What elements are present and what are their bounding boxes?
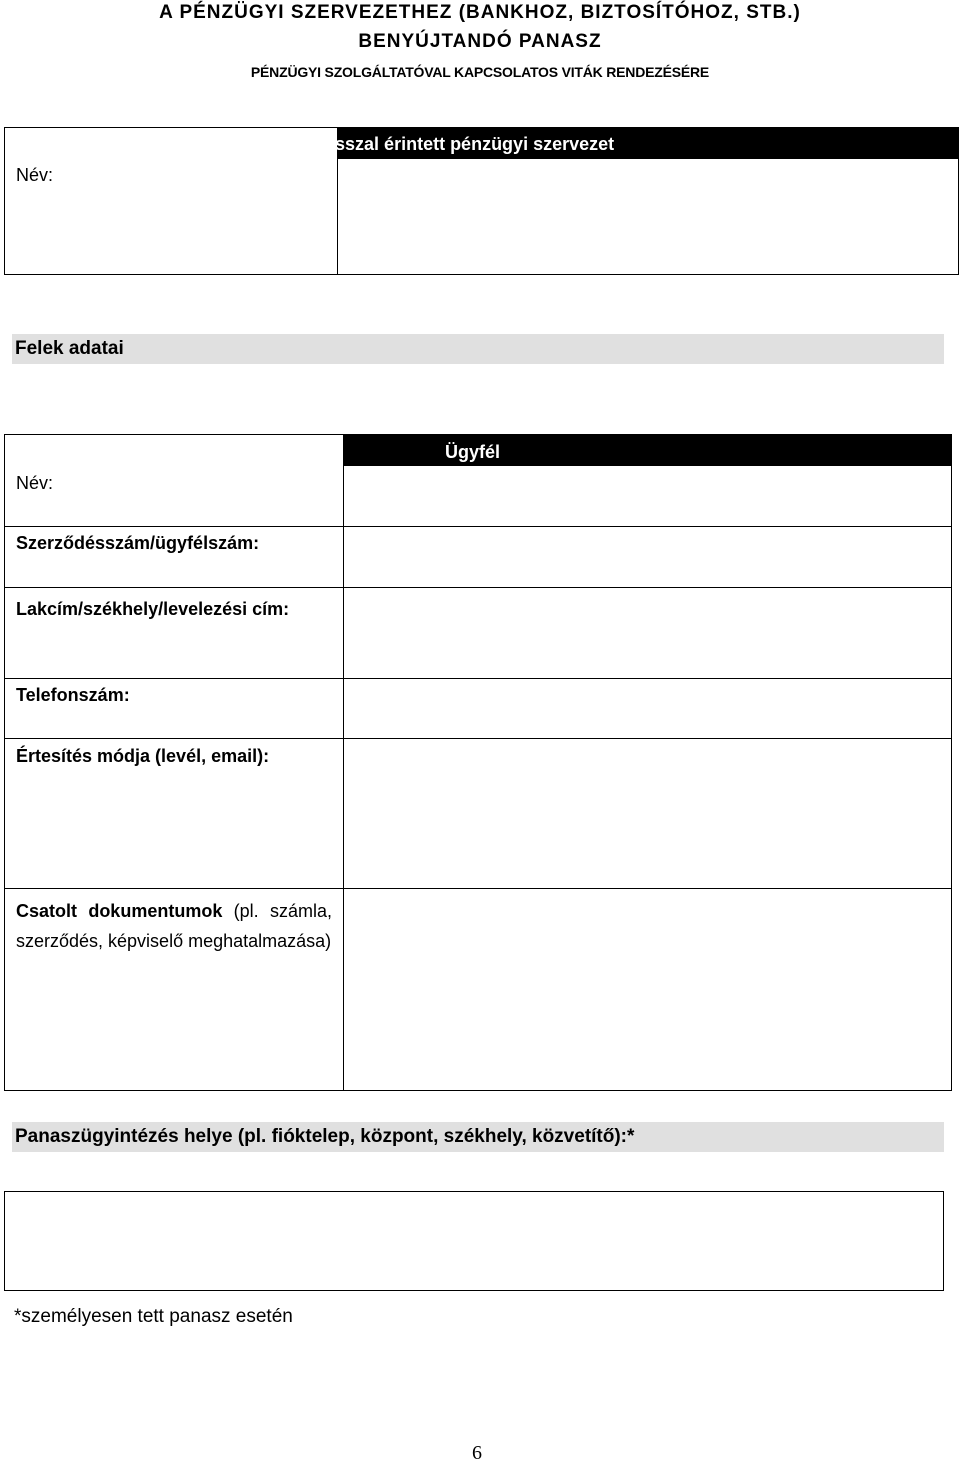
client-name-field[interactable] <box>344 467 951 526</box>
notification-method-field[interactable] <box>344 739 951 888</box>
footnote: *személyesen tett panasz esetén <box>14 1306 293 1327</box>
document-title-line1: A PÉNZÜGYI SZERVEZETHEZ (BANKHOZ, BIZTOSÍTÓHOZ, STB.) <box>159 2 801 23</box>
address-field[interactable] <box>344 588 951 678</box>
section-parties-title: Felek adatai <box>12 334 944 364</box>
attachments-label <box>16 896 332 956</box>
client-heading: Ügyfél <box>343 434 952 466</box>
address-label: Lakcím/székhely/levelezési cím: <box>16 599 290 619</box>
contract-number-label: Szerződésszám/ügyfélszám: <box>16 533 260 553</box>
contract-number-field[interactable] <box>344 527 951 587</box>
attachments-label-bold: Csatolt dokumentumok <box>16 901 223 921</box>
page-number: 6 <box>472 1442 482 1464</box>
notification-method-label: Értesítés módja (levél, email): <box>16 746 270 766</box>
attachments-field[interactable] <box>344 889 951 1090</box>
section-complaint-place-title: Panaszügyintézés helye (pl. fióktelep, központ, székhely, közvetítő):* <box>12 1122 944 1152</box>
phone-field[interactable] <box>344 679 951 738</box>
attachments-label-rest: (pl. számla, szerződés, képviselő meghatalmazása) <box>16 901 332 951</box>
organization-heading: Panasszal érintett pénzügyi szervezet <box>337 127 959 159</box>
document-title-line2: BENYÚJTANDÓ PANASZ <box>358 31 602 52</box>
organization-name-label: Név: <box>16 165 54 185</box>
complaint-place-field[interactable] <box>4 1191 944 1291</box>
client-name-label: Név: <box>16 473 54 493</box>
phone-label: Telefonszám: <box>16 685 130 705</box>
document-subtitle: PÉNZÜGYI SZOLGÁLTATÓVAL KAPCSOLATOS VITÁK RENDEZÉSÉRE <box>250 64 710 80</box>
organization-name-field[interactable] <box>338 160 958 274</box>
